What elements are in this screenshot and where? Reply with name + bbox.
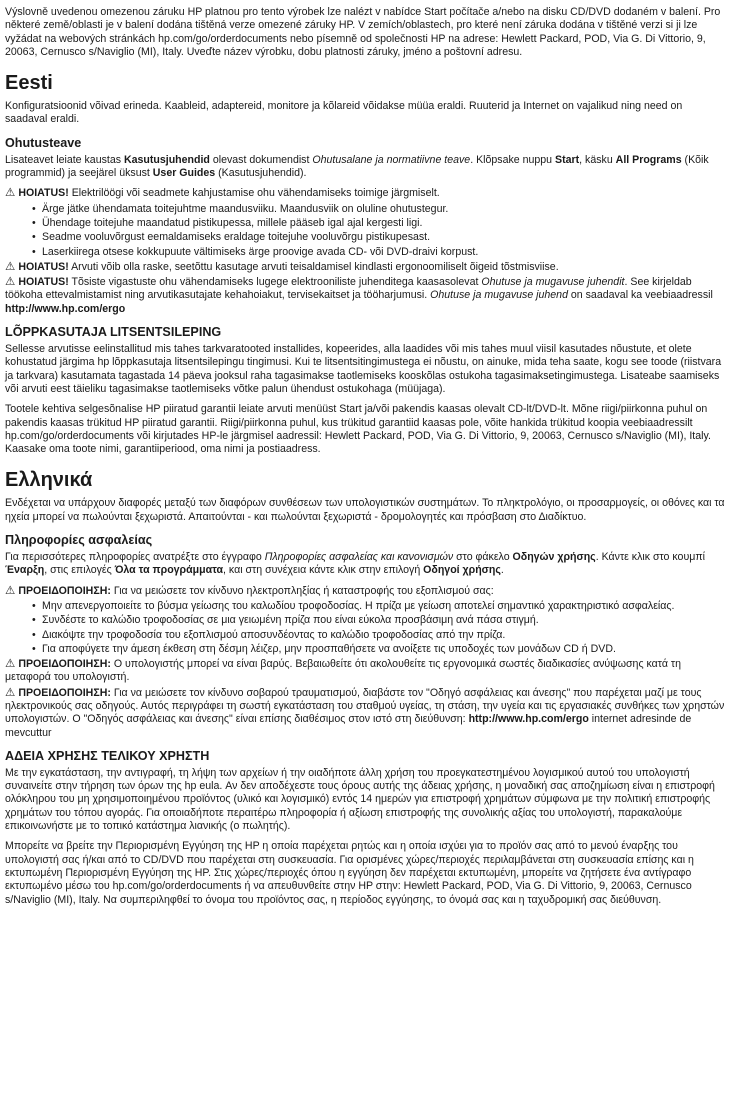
list-item: [5, 643, 726, 656]
warning-label: HOIATUS!: [18, 260, 69, 273]
list-item: [5, 203, 726, 216]
warning-text: Tõsiste vigastuste ohu vähendamiseks lugege elektrooniliste juhenditega kaasasolevat Ohutuse ja mugavuse juhendit. See kirjeldab töökoha ettevalmistamist ning arvutikasutajate kehahoiakut, tervisekaitset ja tööharjumusi. Ohutuse ja mugavuse juhend on saadaval ka veebiaadressil http://www.hp.com/ergo: [5, 276, 713, 315]
warning-icon: ⚠: [5, 686, 16, 699]
greek-safety-intro: [5, 551, 726, 578]
list-item-text: Laserkiirega otsese kokkupuute vältimiseks ärge proovige avada CD- või DVD-draivi korpust.: [42, 245, 479, 258]
warning-label: HOIATUS!: [18, 187, 69, 200]
eesti-safety-intro-text: Lisateavet leiate kaustas Kasutusjuhendid olevast dokumendist Ohutusalane ja normatiivne teave. Klõpsake nuppu Start, käsku All Programs (Kõik programmid) ja seejärel üksust User Guides (Kasutusjuhendid).: [5, 153, 709, 180]
list-item: [5, 600, 726, 613]
warning-text: Ο υπολογιστής μπορεί να είναι βαρύς. Βεβαιωθείτε ότι ακολουθείτε τις εργονομικά σωστές διαδικασίες ανύψωσης κατά τη μεταφορά του υπολογιστή.: [5, 658, 681, 684]
list-item: [5, 217, 726, 230]
greek-warning-1: [5, 585, 726, 598]
subheading-greek-eula: ΑΔΕΙΑ ΧΡΗΣΗΣ ΤΕΛΙΚΟΥ ΧΡΗΣΤΗ: [5, 748, 210, 763]
warning-icon: ⚠: [5, 187, 16, 200]
greek-safety-intro-text: Για περισσότερες πληροφορίες ανατρέξτε στο έγγραφο Πληροφορίες ασφαλείας και κανονισμών στο φάκελο Οδηγών χρήσης. Κάντε κλικ στο κουμπί Έναρξη, στις επιλογές Όλα τα προγράμματα, και στη συνέχεια κάντε κλικ στην επιλογή Οδηγοί χρήσης.: [5, 551, 706, 577]
subheading-eesti-eula: LÕPPKASUTAJA LITSENTSILEPING: [5, 325, 222, 340]
list-item-text: Διακόψτε την τροφοδοσία του εξοπλισμού αποσυνδέοντας το καλώδιο τροφοδοσίας από την πρίζα.: [42, 628, 506, 641]
eesti-warning-2: [5, 261, 726, 274]
list-item-text: Για αποφύγετε την άμεση έκθεση στη δέσμη λέιζερ, μην προσπαθήσετε να ανοίξετε τις υποδοχές των μονάδων CD ή DVD.: [42, 642, 616, 655]
eesti-eula-paragraph-2: Tootele kehtiva selgesõnalise HP piiratud garantii leiate arvuti menüüst Start ja/või pakendis kaasas olevalt CD-lt/DVD-lt. Mõne riigi/piirkonna puhul on pakendis kaasas trükitud HP piiratud garantii. Riigi/piirkonna puhul, kus trükitud garantiid kaasas pole, võite hankida trükitud koopia veebiaadressilt hp.com/go/orderdocuments või kirjutades HP-le järgmisel aadressil: Hewlett Packard, POD, Via G. Di Vittorio, 9, 20063, Cernusco s/Naviglio (MI), Italy. Kaasake oma toote nimi, garantiiperiood, oma nimi ja postiaadress.: [5, 403, 711, 456]
subheading-ohutusteave: Ohutusteave: [5, 135, 82, 150]
warning-text: Elektrilöögi või seadmete kahjustamise ohu vähendamiseks toimige järgmiselt.: [71, 187, 440, 200]
bullet-icon: •: [32, 216, 36, 229]
eesti-safety-intro: [5, 154, 726, 181]
bullet-icon: •: [32, 245, 36, 258]
warning-label: ΠΡΟΕΙΔΟΠΟΙΗΣΗ:: [18, 584, 111, 597]
list-item-text: Συνδέστε το καλώδιο τροφοδοσίας σε μια γειωμένη πρίζα που είναι εύκολα προσβάσιμη ανά πάσα στιγμή.: [42, 614, 539, 627]
list-item-text: Μην απενεργοποιείτε το βύσμα γείωσης του καλωδίου τροφοδοσίας. Η πρίζα με γείωση αποτελεί σημαντικό χαρακτηριστικό ασφαλείας.: [42, 599, 675, 612]
section-heading-greek: Ελληνικά: [5, 469, 93, 492]
bullet-icon: •: [32, 642, 36, 655]
eesti-config-paragraph: Konfiguratsioonid võivad erineda. Kaableid, adaptereid, monitore ja kõlareid võidakse müüa eraldi. Ruuterid ja Internet on vajalikud ning need on saadaval eraldi.: [5, 100, 683, 126]
warning-label: HOIATUS!: [18, 276, 69, 289]
eesti-warning-3: [5, 276, 726, 316]
bullet-icon: •: [32, 231, 36, 244]
list-item-text: Seadme vooluvõrgust eemaldamiseks eraldage toitejuhe vooluvõrgu pistikupesast.: [42, 231, 431, 244]
list-item: [5, 231, 726, 244]
warning-label: ΠΡΟΕΙΔΟΠΟΙΗΣΗ:: [18, 658, 111, 671]
warning-label: ΠΡΟΕΙΔΟΠΟΙΗΣΗ:: [18, 686, 111, 699]
list-item: [5, 246, 726, 259]
warning-text: Για να μειώσετε τον κίνδυνο ηλεκτροπληξίας ή καταστροφής του εξοπλισμού σας:: [113, 584, 494, 597]
warning-text: Arvuti võib olla raske, seetõttu kasutage arvuti teisaldamisel kindlasti ergonoomiliselt õigeid tõstmisviise.: [71, 260, 559, 273]
bullet-icon: •: [32, 628, 36, 641]
warning-icon: ⚠: [5, 276, 16, 289]
greek-eula-paragraph-2: Μπορείτε να βρείτε την Περιορισμένη Εγγύηση της HP η οποία παρέχεται ρητώς και η οποία ισχύει για το προϊόν σας από το μενού έναρξης του υπολογιστή σας ή/και από το CD/DVD που παρέχεται στη συσκευασία. Για ορισμένες χώρες/περιοχές περιλαμβάνεται στη συσκευασία επίσης και η εκτυπωμένη Περιορισμένη Εγγύηση της HP. Στις χώρες/περιοχές όπου η εγγύηση δεν παρέχεται εκτυπωμένη, μπορείτε να ζητήσετε ένα αντίγραφο εκτυπωμένο μέσω του hp.com/go/orderdocuments ή να απευθυνθείτε στην HP στην: Hewlett Packard, POD, Via G. Di Vittorio, 9, 20063, Cernusco s/Naviglio (MI), Italy. Να συμπεριληφθεί το όνομα του προϊόντος σας, η περίοδος εγγύησης, το όνομά σας και η ταχυδρομική σας διεύθυνση.: [5, 840, 694, 906]
bullet-icon: •: [32, 599, 36, 612]
warning-icon: ⚠: [5, 260, 16, 273]
list-item: [5, 629, 726, 642]
list-item: [5, 614, 726, 627]
intro-warranty-paragraph: Výslovně uvedenou omezenou záruku HP platnou pro tento výrobek lze nalézt v nabídce Start počítače a/nebo na disku CD/DVD dodaném v balení. Pro některé země/oblasti je v balení dodána tištěná verze omezené záruky HP. V zemích/oblastech, pro které není záruka dodána v tištěné verzi si ji lze vyžádat na webových stránkách hp.com/go/orderdocuments nebo písemně od společnosti HP na adrese: Hewlett Packard, POD, Via G. Di Vittorio, 9, 20063, Cernusco s/Naviglio (MI), Italy. Uveďte název výrobku, dobu platnosti záruky, jméno a poštovní adresu.: [5, 6, 721, 58]
list-item-text: Ärge jätke ühendamata toitejuhtme maandusviiku. Maandusviik on oluline ohutustegur.: [42, 202, 449, 215]
eesti-eula-paragraph-1: Sellesse arvutisse eelinstallitud mis tahes tarkvaratooted installides, kopeerides, alla laadides või mis tahes muul viisil kasutades nõustute, et olete kohustatud järgima hp lõppkasutaja litsentsilepingu tingimusi. Kui te litsentsitingimustega ei nõustu, on ainuke, mida teha saate, kogu see toode (riistvara ja tarkvara) kasutamata tagastada 14 päeva jooksul raha tagasimakse taotlemiseks kooskõlas ostukoha tagasimaksetingimustega. Lisateabe saamiseks või arvuti eest täieliku tagasimakse taotlemiseks võtke palun ühendust ostukohaga (müüjaga).: [5, 343, 722, 395]
greek-eula-paragraph-1: Με την εγκατάσταση, την αντιγραφή, τη λήψη των αρχείων ή την οιαδήποτε άλλη χρήση του προεγκατεστημένου λογισμικού αυτού του υπολογιστή συναινείτε στην τήρηση των όρων της hp eula. Αν δεν αποδέχεστε τους όρους αυτής της άδειας χρήσης, η μοναδική σας αποζημίωση είναι η επιστροφή ολόκληρου του μη χρησιμοποιημένου προϊόντος (υλικό και λογισμικό) εντός 14 ημερών για επιστροφή χρημάτων σύμφωνα με την πολιτική επιστροφής χρημάτων του τόπου αγοράς. Για οποιαδήποτε περαιτέρω πληροφορία ή αξίωση επιστροφής της συνολικής αξίας του υπολογιστή, παρακαλούμε επικοινωνήστε με το τοπικό κατάστημα λιανικής (ο πωλητής).: [5, 766, 715, 833]
bullet-icon: •: [32, 202, 36, 215]
greek-warning-3: [5, 687, 726, 740]
greek-warning-2: [5, 658, 726, 685]
eesti-warning-1: [5, 187, 726, 200]
list-item-text: Ühendage toitejuhe maandatud pistikupessa, millele pääseb igal ajal kergesti ligi.: [42, 216, 423, 229]
section-heading-eesti: Eesti: [5, 72, 53, 95]
greek-config-paragraph: Ενδέχεται να υπάρχουν διαφορές μεταξύ των διαφόρων συνθέσεων των υπολογιστικών συστημάτων. Το πληκτρολόγιο, οι προσαρμογείς, οι οθόνες και τα ηχεία μπορεί να πωλούνται ξεχωριστά. Απαιτούνται - και πωλούνται ξεχωριστά - δρομολογητές και πρόσβαση στο Διαδίκτυο.: [5, 497, 725, 523]
subheading-greek-safety: Πληροφορίες ασφαλείας: [5, 533, 153, 548]
warning-icon: ⚠: [5, 584, 16, 597]
bullet-icon: •: [32, 614, 36, 627]
warning-text: Για να μειώσετε τον κίνδυνο σοβαρού τραυματισμού, διαβάστε τον "Οδηγό ασφάλειας και άνεσης" που παρέχεται μαζί με τους ηλεκτρονικούς σας οδηγούς. Αυτός περιγράφει τη σωστή εγκατάσταση του σταθμού υγείας, τη στάση, την υγεία και τις εργασιακές συνθήκες των χρηστών υπολογιστών. Ο "Οδηγός ασφάλειας και άνεσης" είναι επίσης διαθέσιμος στον ιστό στη διεύθυνση: http://www.hp.com/ergo internet adresinde de mevcuttur: [5, 686, 725, 739]
warning-icon: ⚠: [5, 658, 16, 671]
